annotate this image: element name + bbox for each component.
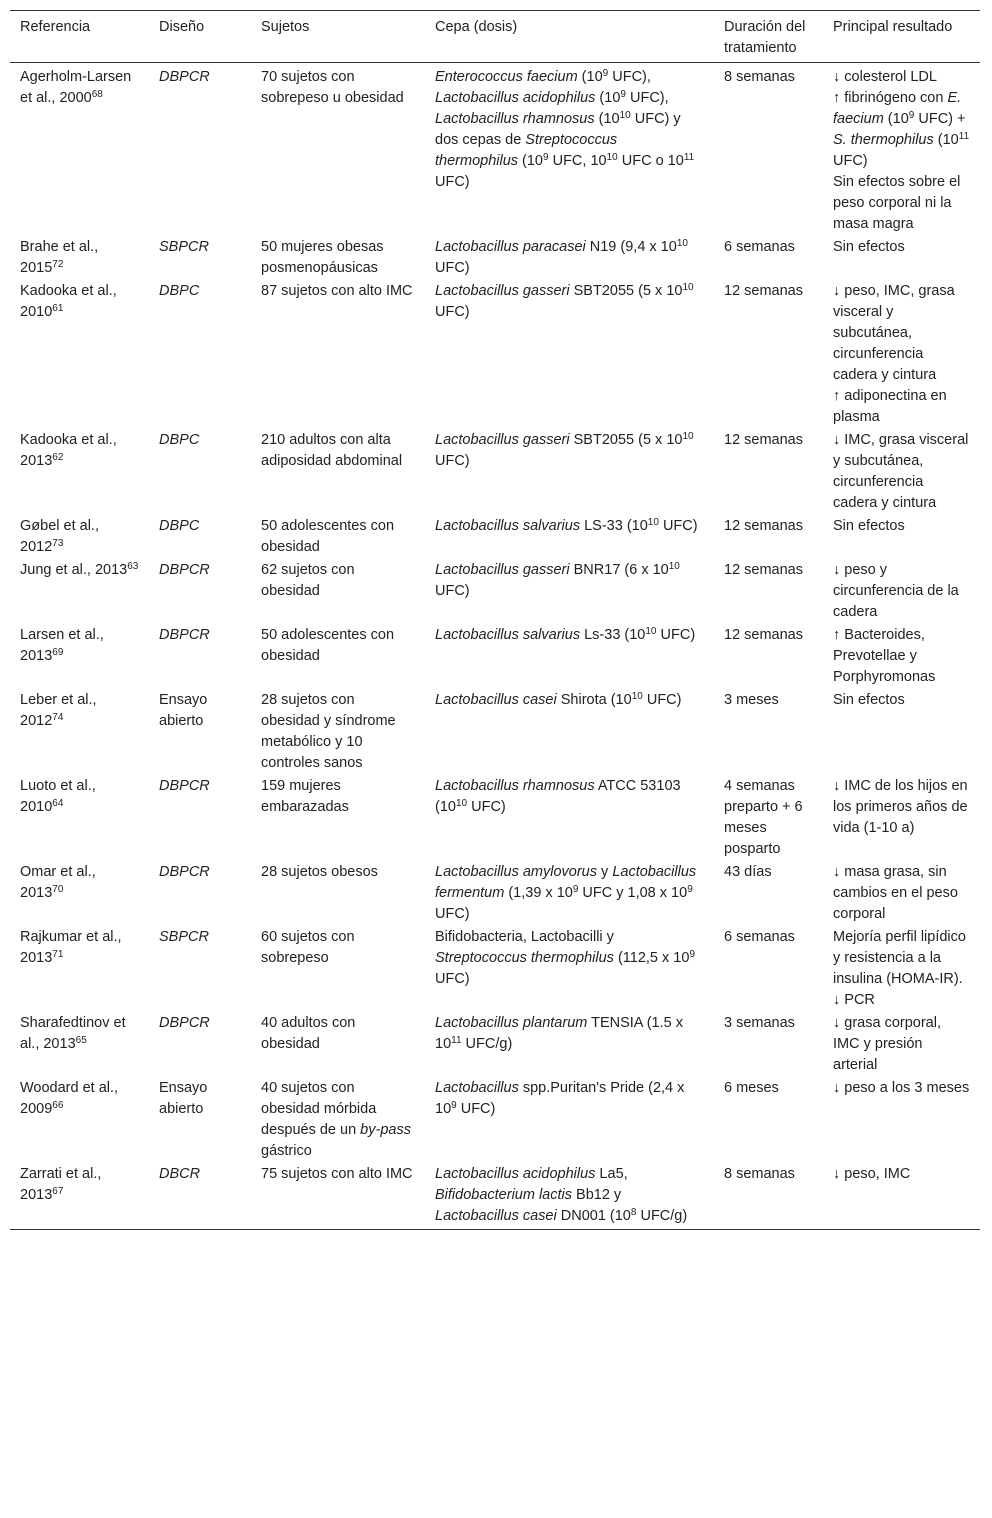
italic-text: Lactobacillus acidophilus [435, 1166, 596, 1182]
cell-sujetos [251, 862, 425, 927]
text-span: La5, [595, 1166, 628, 1182]
cell-diseno [149, 690, 251, 776]
superscript: 63 [127, 561, 139, 572]
cell-referencia [10, 927, 149, 1013]
text-span: spp.Puritan's Pride (2,4 x 10 [435, 1080, 685, 1117]
superscript: 9 [572, 884, 579, 895]
text-span: ↓ masa grasa, sin cambios en el peso corporal [833, 864, 958, 922]
cell-duracion: 12 semanas [724, 627, 803, 643]
cell-referencia [10, 560, 149, 625]
superscript: 72 [52, 259, 64, 270]
text-span: Agerholm-Larsen et al., 2000 [20, 69, 132, 106]
text-span: ↓ IMC, grasa visceral y subcutánea, circunferencia cadera y cintura [833, 432, 969, 511]
text-span: 40 sujetos con obesidad mórbida después de un [261, 1080, 377, 1138]
superscript: 9 [602, 68, 609, 79]
italic-text: S. thermophilus [833, 132, 934, 148]
text-span: (1,39 x 10 [504, 885, 573, 901]
italic-text: Streptococcus thermophilus [435, 132, 618, 169]
cell-duracion: 8 semanas [724, 1166, 795, 1182]
superscript: 61 [52, 303, 64, 314]
cell-diseno [149, 1164, 251, 1230]
cell-cepa [425, 862, 714, 927]
superscript: 11 [451, 1035, 462, 1046]
text-span: UFC) [658, 518, 698, 534]
text-span: UFC) [435, 583, 470, 599]
header-diseno: Diseño [159, 19, 205, 35]
header-row [10, 11, 980, 63]
italic-text: Lactobacillus gasseri [435, 283, 570, 299]
text-span: Zarrati et al., 2013 [20, 1166, 102, 1203]
table-row [10, 862, 980, 927]
text-span: Rajkumar et al., 2013 [20, 929, 122, 966]
cell-diseno [149, 1013, 251, 1078]
text-span: UFC) [435, 174, 470, 190]
cell-cepa [425, 690, 714, 776]
italic-text: Lactobacillus acidophilus [435, 90, 596, 106]
design-text: SBPCR [159, 239, 209, 255]
superscript: 9 [687, 884, 693, 895]
cell-referencia [10, 625, 149, 690]
cell-duracion: 6 meses [724, 1080, 779, 1096]
cell-resultado [823, 1164, 980, 1230]
cell-sujetos [251, 560, 425, 625]
text-span: (10 [883, 111, 909, 127]
text-span: 70 sujetos con sobrepeso u obesidad [261, 69, 404, 106]
text-span: DN001 (10 [556, 1208, 631, 1224]
text-span: Sin efectos [833, 239, 905, 255]
superscript: 10 [645, 626, 657, 637]
text-span: ↓ peso, IMC, grasa visceral y subcutánea, circunferencia cadera y cintura [833, 283, 955, 383]
cell-resultado [823, 1013, 980, 1078]
cell-resultado [823, 927, 980, 1013]
cell-duracion: 6 semanas [724, 929, 795, 945]
cell-referencia [10, 690, 149, 776]
italic-text: Bifidobacterium lactis [435, 1187, 572, 1203]
cell-sujetos [251, 237, 425, 281]
text-span: (10 [595, 90, 621, 106]
table-container [10, 10, 980, 1230]
superscript: 10 [647, 517, 659, 528]
text-span: UFC) [642, 692, 682, 708]
design-text: DBPCR [159, 864, 210, 880]
italic-text: Lactobacillus casei [435, 1208, 557, 1224]
superscript: 70 [52, 884, 64, 895]
text-span: 50 adolescentes con obesidad [261, 627, 395, 664]
text-span: UFC) [435, 906, 470, 922]
superscript: 66 [52, 1100, 64, 1111]
design-text: Ensayo abierto [159, 1080, 208, 1117]
text-span: 28 sujetos con obesidad y síndrome metabólico y 10 controles sanos [261, 692, 396, 771]
table-row [10, 1078, 980, 1164]
superscript: 67 [52, 1186, 64, 1197]
text-span: Sin efectos [833, 692, 905, 708]
text-span: UFC) [435, 453, 470, 469]
text-span: ↓ grasa corporal, IMC y presión arterial [833, 1015, 941, 1073]
header-referencia: Referencia [20, 19, 91, 35]
superscript: 10 [455, 798, 468, 809]
text-span: 87 sujetos con alto IMC [261, 283, 413, 299]
text-span: Leber et al., 2012 [20, 692, 97, 729]
text-span: (10 [594, 111, 620, 127]
cell-sujetos [251, 625, 425, 690]
text-span: Sharafedtinov et al., 2013 [20, 1015, 126, 1052]
text-span: ↑ adiponectina en plasma [833, 388, 947, 425]
text-span: UFC, 10 [548, 153, 607, 169]
superscript: 10 [682, 282, 694, 293]
text-span: Kadooka et al., 2010 [20, 283, 117, 320]
superscript: 9 [689, 949, 695, 960]
superscript: 10 [619, 110, 631, 121]
text-span: 60 sujetos con sobrepeso [261, 929, 355, 966]
superscript: 10 [631, 691, 643, 702]
cell-resultado [823, 625, 980, 690]
text-span: Bb12 y [572, 1187, 622, 1203]
text-span: ↓ peso, IMC [833, 1166, 911, 1182]
design-text: DBPCR [159, 778, 210, 794]
text-span: ATCC 53103 (10 [435, 778, 681, 815]
text-span: 159 mujeres embarazadas [261, 778, 349, 815]
cell-sujetos [251, 63, 425, 238]
superscript: 8 [630, 1207, 637, 1218]
cell-cepa [425, 1078, 714, 1164]
text-span: UFC) [435, 971, 470, 987]
text-span: gástrico [261, 1143, 312, 1159]
text-span: y [597, 864, 613, 880]
table-row [10, 430, 980, 516]
cell-cepa [425, 1013, 714, 1078]
design-text: SBPCR [159, 929, 209, 945]
cell-cepa [425, 560, 714, 625]
cell-cepa [425, 927, 714, 1013]
cell-referencia [10, 1164, 149, 1230]
text-span: UFC) [467, 799, 506, 815]
text-span: 75 sujetos con alto IMC [261, 1166, 413, 1182]
superscript: 68 [91, 89, 103, 100]
cell-referencia [10, 281, 149, 430]
table-row [10, 927, 980, 1013]
italic-text: Lactobacillus rhamnosus [435, 778, 595, 794]
cell-duracion: 3 semanas [724, 1015, 795, 1031]
cell-duracion: 43 días [724, 864, 772, 880]
cell-sujetos [251, 1164, 425, 1230]
table-row [10, 281, 980, 430]
cell-cepa [425, 430, 714, 516]
cell-resultado [823, 1078, 980, 1164]
text-span: Bifidobacteria, Lactobacilli y [435, 929, 614, 945]
italic-text: Lactobacillus paracasei [435, 239, 586, 255]
text-span: ↓ IMC de los hijos en los primeros años de vida (1-10 a) [833, 778, 968, 836]
cell-cepa [425, 63, 714, 238]
text-span: UFC) y dos cepas de [435, 111, 681, 148]
italic-text: E. faecium [833, 90, 962, 127]
text-span: UFC) [456, 1101, 496, 1117]
design-text: DBPCR [159, 1015, 210, 1031]
italic-text: Lactobacillus [435, 1080, 519, 1096]
cell-duracion: 12 semanas [724, 283, 803, 299]
text-span: Gøbel et al., 2012 [20, 518, 99, 555]
header-sujetos: Sujetos [261, 19, 310, 35]
cell-diseno [149, 63, 251, 238]
cell-sujetos [251, 1013, 425, 1078]
cell-duracion: 3 meses [724, 692, 779, 708]
cell-diseno [149, 560, 251, 625]
text-span: SBT2055 (5 x 10 [569, 432, 683, 448]
text-span: SBT2055 (5 x 10 [569, 283, 683, 299]
table-header [10, 11, 980, 63]
cell-diseno [149, 776, 251, 862]
superscript: 65 [75, 1035, 87, 1046]
cell-cepa [425, 281, 714, 430]
cell-resultado [823, 281, 980, 430]
cell-resultado [823, 862, 980, 927]
text-span: (10 [933, 132, 959, 148]
text-span: Mejoría perfil lipídico y resistencia a la insulina (HOMA-IR). [833, 929, 966, 987]
cell-resultado [823, 63, 980, 238]
superscript: 10 [606, 152, 618, 163]
header-resultado: Principal resultado [833, 19, 953, 35]
table-row [10, 1164, 980, 1230]
cell-referencia [10, 63, 149, 238]
table-row [10, 625, 980, 690]
italic-text: Lactobacillus gasseri [435, 432, 570, 448]
italic-text: Streptococcus thermophilus [435, 950, 614, 966]
text-span: UFC), [608, 69, 651, 85]
superscript: 9 [908, 110, 915, 121]
cell-diseno [149, 237, 251, 281]
cell-cepa [425, 625, 714, 690]
text-span: 50 adolescentes con obesidad [261, 518, 395, 555]
design-text: Ensayo abierto [159, 692, 208, 729]
text-span: (112,5 x 10 [613, 950, 690, 966]
cell-resultado [823, 430, 980, 516]
text-span: 40 adultos con obesidad [261, 1015, 356, 1052]
probiotics-table [10, 10, 980, 1230]
text-span: TENSIA (1.5 x 10 [435, 1015, 683, 1052]
cell-resultado [823, 560, 980, 625]
text-span: ↓ peso a los 3 meses [833, 1080, 970, 1096]
text-span: 28 sujetos obesos [261, 864, 378, 880]
cell-resultado [823, 516, 980, 560]
superscript: 11 [683, 152, 695, 163]
text-span: ↑ fibrinógeno con [833, 90, 948, 106]
cell-referencia [10, 237, 149, 281]
italic-text: Lactobacillus fermentum [435, 864, 697, 901]
cell-diseno [149, 862, 251, 927]
text-span: Brahe et al., 2015 [20, 239, 99, 276]
design-text: DBPCR [159, 627, 210, 643]
text-span: 50 mujeres obesas posmenopáusicas [261, 239, 384, 276]
cell-diseno [149, 1078, 251, 1164]
text-span: Kadooka et al., 2013 [20, 432, 117, 469]
text-span: Larsen et al., 2013 [20, 627, 104, 664]
italic-text: Lactobacillus plantarum [435, 1015, 588, 1031]
design-text: DBPC [159, 283, 200, 299]
header-duracion: Duración del tratamiento [724, 19, 806, 56]
cell-cepa [425, 776, 714, 862]
superscript: 73 [52, 538, 64, 549]
table-row [10, 516, 980, 560]
cell-duracion: 8 semanas [724, 69, 795, 85]
italic-text: by-pass [360, 1122, 411, 1138]
cell-diseno [149, 927, 251, 1013]
cell-cepa [425, 1164, 714, 1230]
design-text: DBCR [159, 1166, 201, 1182]
cell-resultado [823, 690, 980, 776]
table-row [10, 1013, 980, 1078]
cell-sujetos [251, 281, 425, 430]
design-text: DBPC [159, 518, 200, 534]
cell-duracion: 12 semanas [724, 432, 803, 448]
text-span: UFC) + [914, 111, 966, 127]
table-row [10, 237, 980, 281]
table-row [10, 63, 980, 238]
cell-diseno [149, 281, 251, 430]
superscript: 74 [52, 712, 64, 723]
superscript: 69 [52, 647, 64, 658]
text-span: ↓ colesterol LDL [833, 69, 937, 85]
superscript: 11 [958, 131, 970, 142]
cell-sujetos [251, 516, 425, 560]
text-span: Omar et al., 2013 [20, 864, 96, 901]
text-span: UFC y 1,08 x 10 [578, 885, 688, 901]
text-span: Luoto et al., 2010 [20, 778, 96, 815]
italic-text: Lactobacillus salvarius [435, 627, 581, 643]
table-row [10, 560, 980, 625]
design-text: DBPC [159, 432, 200, 448]
cell-cepa [425, 237, 714, 281]
cell-sujetos [251, 776, 425, 862]
design-text: DBPCR [159, 69, 210, 85]
text-span: UFC) [435, 260, 470, 276]
table-row [10, 690, 980, 776]
text-span: Ls-33 (10 [580, 627, 646, 643]
cell-referencia [10, 430, 149, 516]
superscript: 71 [52, 949, 64, 960]
text-span: UFC) [435, 304, 470, 320]
text-span: UFC o 10 [617, 153, 684, 169]
cell-referencia [10, 1013, 149, 1078]
cell-diseno [149, 625, 251, 690]
text-span: ↓ peso y circunferencia de la cadera [833, 562, 959, 620]
italic-text: Lactobacillus casei [435, 692, 557, 708]
cell-referencia [10, 516, 149, 560]
design-text: DBPCR [159, 562, 210, 578]
text-span: Shirota (10 [556, 692, 632, 708]
cell-referencia [10, 776, 149, 862]
text-span: Woodard et al., 2009 [20, 1080, 119, 1117]
cell-duracion: 12 semanas [724, 518, 803, 534]
text-span: 210 adultos con alta adiposidad abdominal [261, 432, 403, 469]
text-span: (10 [518, 153, 544, 169]
cell-diseno [149, 516, 251, 560]
superscript: 9 [451, 1100, 457, 1111]
superscript: 62 [52, 452, 64, 463]
superscript: 9 [620, 89, 626, 100]
cell-diseno [149, 430, 251, 516]
text-span: UFC) [656, 627, 696, 643]
header-cepa: Cepa (dosis) [435, 19, 518, 35]
italic-text: Lactobacillus amylovorus [435, 864, 597, 880]
text-span: UFC), [625, 90, 669, 106]
italic-text: Lactobacillus gasseri [435, 562, 570, 578]
text-span: LS-33 (10 [580, 518, 648, 534]
cell-sujetos [251, 430, 425, 516]
text-span: N19 (9,4 x 10 [585, 239, 677, 255]
cell-duracion: 6 semanas [724, 239, 795, 255]
superscript: 10 [676, 238, 688, 249]
superscript: 10 [668, 561, 680, 572]
text-span: (10 [577, 69, 603, 85]
text-span: 62 sujetos con obesidad [261, 562, 355, 599]
superscript: 64 [52, 798, 64, 809]
text-span: UFC/g) [461, 1036, 513, 1052]
text-span: UFC) [833, 153, 868, 169]
cell-cepa [425, 516, 714, 560]
cell-resultado [823, 776, 980, 862]
table-body [10, 63, 980, 1230]
italic-text: Enterococcus faecium [435, 69, 578, 85]
cell-duracion: 4 semanas preparto + 6 meses posparto [724, 778, 803, 857]
italic-text: Lactobacillus salvarius [435, 518, 581, 534]
cell-referencia [10, 862, 149, 927]
cell-referencia [10, 1078, 149, 1164]
text-span: Sin efectos sobre el peso corporal ni la masa magra [833, 174, 961, 232]
table-row [10, 776, 980, 862]
italic-text: Lactobacillus rhamnosus [435, 111, 595, 127]
text-span: BNR17 (6 x 10 [569, 562, 669, 578]
text-span: UFC/g) [636, 1208, 688, 1224]
cell-duracion: 12 semanas [724, 562, 803, 578]
cell-resultado [823, 237, 980, 281]
text-span: ↓ PCR [833, 992, 875, 1008]
text-span: Jung et al., 2013 [20, 562, 128, 578]
cell-sujetos [251, 927, 425, 1013]
text-span: Sin efectos [833, 518, 905, 534]
superscript: 9 [543, 152, 549, 163]
cell-sujetos [251, 1078, 425, 1164]
cell-sujetos [251, 690, 425, 776]
text-span: ↑ Bacteroides, Prevotellae y Porphyromonas [833, 627, 936, 685]
superscript: 10 [682, 431, 694, 442]
